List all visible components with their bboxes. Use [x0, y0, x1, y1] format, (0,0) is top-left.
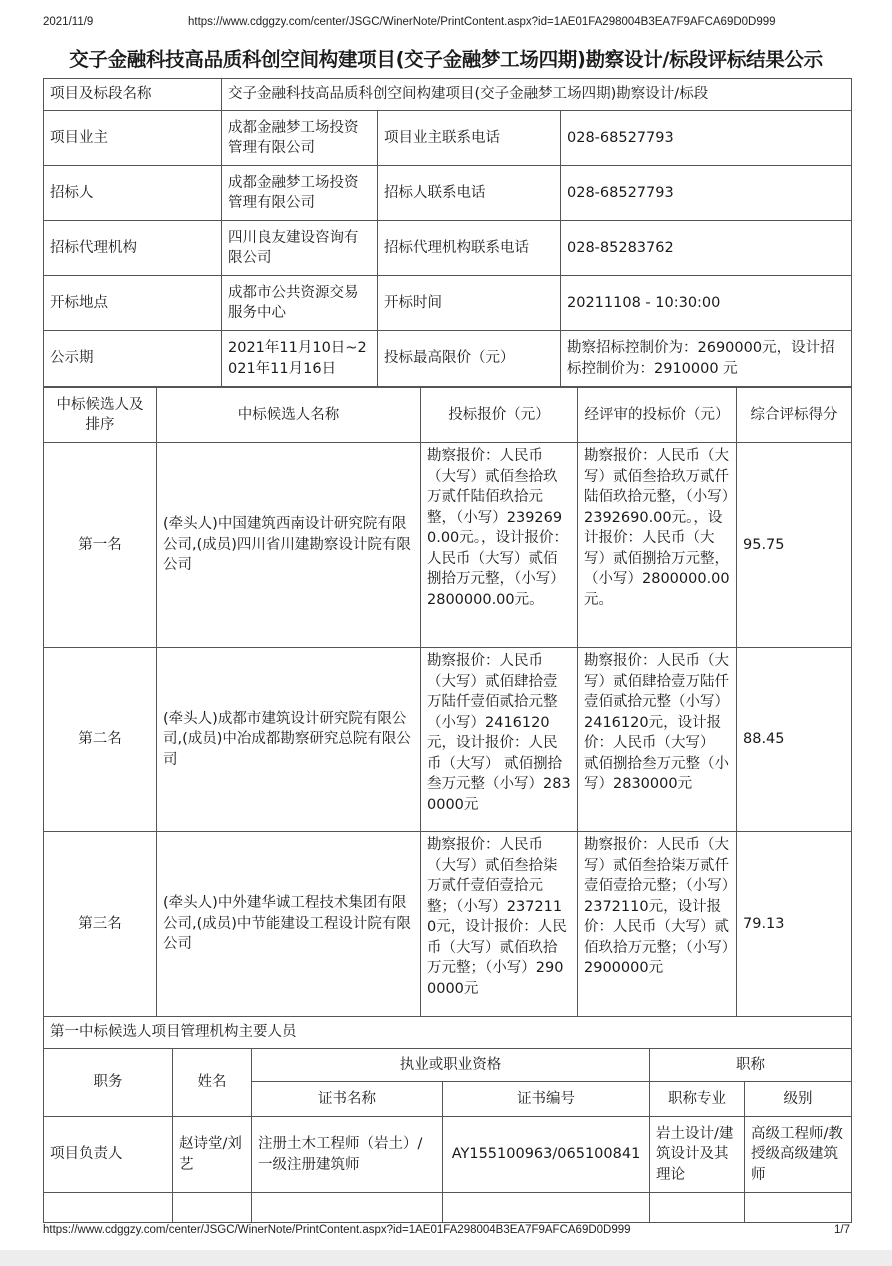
- owner-value: 成都金融梦工场投资管理有限公司: [222, 111, 378, 166]
- cert-no-header: 证书编号: [443, 1082, 650, 1117]
- candidate-reviewed-bid: 勘察报价：人民币（大写）贰佰肆拾壹万陆仟壹佰贰拾元整（小写）2416120元，设计报价：人民币（大写） 贰佰捌拾叁万元整（小写）2830000元: [578, 648, 737, 832]
- candidate-name: (牵头人)中外建华诚工程技术集团有限公司,(成员)中节能建设工程设计院有限公司: [157, 832, 421, 1017]
- score-header: 综合评标得分: [737, 388, 852, 443]
- person-title-major: 岩土设计/建筑设计及其理论: [650, 1117, 745, 1193]
- project-info-table: [43, 78, 852, 387]
- owner-label: 项目业主: [44, 111, 222, 166]
- personnel-section-title: 第一中标候选人项目管理机构主要人员: [44, 1017, 852, 1049]
- page-title: 交子金融科技高品质科创空间构建项目(交子金融梦工场四期)勘察设计/标段评标结果公示: [69, 48, 823, 71]
- table-row: [44, 1117, 852, 1193]
- candidate-rank: 第二名: [44, 648, 157, 832]
- print-url: https://www.cdggzy.com/center/JSGC/WinerNote/PrintContent.aspx?id=1AE01FA298004B3EA7F9AFCA69D0D999: [188, 16, 776, 28]
- candidate-rank: 第三名: [44, 832, 157, 1017]
- person-level: 高级工程师/教授级高级建筑师: [745, 1117, 852, 1193]
- bottom-band: [0, 1250, 892, 1266]
- position-header: 职务: [44, 1049, 173, 1117]
- person-position: [44, 1193, 173, 1223]
- table-row: [44, 648, 852, 832]
- candidate-bid: 勘察报价：人民币（大写）贰佰叁拾玖万贰仟陆佰玖拾元整，（小写）2392690.00元。，设计报价：人民币（大写）贰佰捌拾万元整，（小写）2800000.00元。: [421, 443, 578, 648]
- tenderer-phone-value: 028-68527793: [561, 166, 852, 221]
- cert-name-header: 证书名称: [252, 1082, 443, 1117]
- personnel-table: [43, 1016, 852, 1223]
- name-header: 中标候选人名称: [157, 388, 421, 443]
- print-date: 2021/11/9: [43, 16, 94, 28]
- candidate-score: 95.75: [737, 443, 852, 648]
- print-header: [0, 16, 892, 34]
- person-name-header: 姓名: [173, 1049, 252, 1117]
- footer-url: https://www.cdggzy.com/center/JSGC/WinerNote/PrintContent.aspx?id=1AE01FA298004B3EA7F9AFCA69D0D999: [43, 1224, 631, 1236]
- person-cert-name: [252, 1193, 443, 1223]
- agency-value: 四川良友建设咨询有限公司: [222, 221, 378, 276]
- title-header: 职称: [650, 1049, 852, 1082]
- rank-header: 中标候选人及排序: [44, 388, 157, 443]
- page-number: 1/7: [834, 1224, 850, 1236]
- period-value: 2021年11月10日~2021年11月16日: [222, 331, 378, 387]
- candidates-table: [43, 387, 852, 1017]
- candidate-bid: 勘察报价：人民币（大写）贰佰肆拾壹万陆仟壹佰贰拾元整（小写）2416120元，设计报价：人民币（大写） 贰佰捌拾叁万元整（小写）2830000元: [421, 648, 578, 832]
- candidate-score: 88.45: [737, 648, 852, 832]
- candidate-name: (牵头人)成都市建筑设计研究院有限公司,(成员)中冶成都勘察研究总院有限公司: [157, 648, 421, 832]
- level-header: 级别: [745, 1082, 852, 1117]
- candidate-bid: 勘察报价：人民币（大写）贰佰叁拾柒万贰仟壹佰壹拾元整；（小写）2372110元，设计报价：人民币（大写）贰佰玖拾万元整；（小写）2900000元: [421, 832, 578, 1017]
- person-level: [745, 1193, 852, 1223]
- title-major-header: 职称专业: [650, 1082, 745, 1117]
- candidate-rank: 第一名: [44, 443, 157, 648]
- reviewed-header: 经评审的投标价（元）: [578, 388, 737, 443]
- bid-header: 投标报价（元）: [421, 388, 578, 443]
- table-row: [44, 1193, 852, 1223]
- max-price-value: 勘察招标控制价为：2690000元，设计招标控制价为：2910000 元: [561, 331, 852, 387]
- candidate-name: (牵头人)中国建筑西南设计研究院有限公司,(成员)四川省川建勘察设计院有限公司: [157, 443, 421, 648]
- tenderer-label: 招标人: [44, 166, 222, 221]
- tenderer-value: 成都金融梦工场投资管理有限公司: [222, 166, 378, 221]
- owner-phone-value: 028-68527793: [561, 111, 852, 166]
- qualification-header: 执业或职业资格: [252, 1049, 650, 1082]
- period-label: 公示期: [44, 331, 222, 387]
- person-cert-no: [443, 1193, 650, 1223]
- max-price-label: 投标最高限价（元）: [378, 331, 561, 387]
- location-label: 开标地点: [44, 276, 222, 331]
- open-time-value: 20211108 - 10:30:00: [561, 276, 852, 331]
- candidate-score: 79.13: [737, 832, 852, 1017]
- agency-phone-value: 028-85283762: [561, 221, 852, 276]
- candidate-reviewed-bid: 勘察报价：人民币（大写）贰佰叁拾柒万贰仟壹佰壹拾元整；（小写）2372110元，设计报价：人民币（大写）贰佰玖拾万元整；（小写）2900000元: [578, 832, 737, 1017]
- project-value: 交子金融科技高品质科创空间构建项目(交子金融梦工场四期)勘察设计/标段: [222, 79, 852, 111]
- person-title-major: [650, 1193, 745, 1223]
- person-cert-no: AY155100963/065100841: [443, 1117, 650, 1193]
- open-time-label: 开标时间: [378, 276, 561, 331]
- location-value: 成都市公共资源交易服务中心: [222, 276, 378, 331]
- person-cert-name: 注册土木工程师（岩土）/一级注册建筑师: [252, 1117, 443, 1193]
- tenderer-phone-label: 招标人联系电话: [378, 166, 561, 221]
- person-position: 项目负责人: [44, 1117, 173, 1193]
- table-row: [44, 832, 852, 1017]
- person-name: 赵诗堂/刘艺: [173, 1117, 252, 1193]
- agency-label: 招标代理机构: [44, 221, 222, 276]
- candidate-reviewed-bid: 勘察报价：人民币（大写）贰佰叁拾玖万贰仟陆佰玖拾元整，（小写）2392690.00元。，设计报价：人民币（大写）贰佰捌拾万元整，（小写）2800000.00元。: [578, 443, 737, 648]
- person-name: [173, 1193, 252, 1223]
- agency-phone-label: 招标代理机构联系电话: [378, 221, 561, 276]
- print-footer: [0, 1224, 892, 1242]
- table-row: [44, 443, 852, 648]
- owner-phone-label: 项目业主联系电话: [378, 111, 561, 166]
- project-label: 项目及标段名称: [44, 79, 222, 111]
